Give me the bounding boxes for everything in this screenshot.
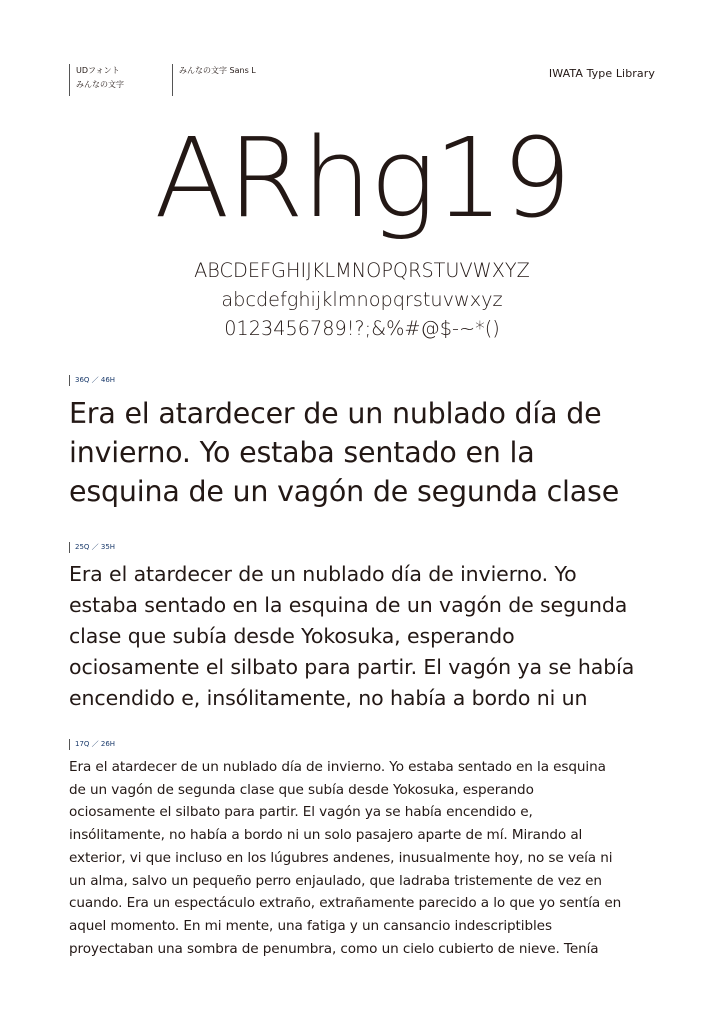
sample-line: proyectaban una sombra de penumbra, como un cielo cubierto de nieve. Tenía xyxy=(69,940,599,957)
text-sample-large xyxy=(69,394,669,511)
sample-line: de un vagón de segunda clase que subía desde Yokosuka, esperando xyxy=(69,781,534,798)
figure-glyphs: 0123456789!?;&%#@$-~*() xyxy=(224,317,500,340)
page-header xyxy=(0,64,724,98)
sample-line: encendido e, insólitamente, no había a bordo ni un xyxy=(69,686,588,710)
text-sample-small xyxy=(69,756,659,960)
lowercase-glyphs: abcdefghijklmnopqrstuvwxyz xyxy=(221,288,503,311)
font-name xyxy=(172,64,256,96)
sample-line: un alma, salvo un pequeño perro enjaulado, que ladraba tristemente de vez en xyxy=(69,872,602,889)
sample-line: estaba sentado en la esquina de un vagón de segunda xyxy=(69,593,628,617)
text-sample-medium xyxy=(69,559,669,714)
font-category-line2: みんなの文字 xyxy=(76,80,124,89)
font-category-line1: UDフォント xyxy=(76,66,120,75)
sample-line: esquina de un vagón de segunda clase xyxy=(69,475,620,508)
size-label-1: 36Q ／ 46H xyxy=(69,375,115,386)
library-name: IWATA Type Library xyxy=(548,67,655,80)
sample-line: aquel momento. En mi mente, una fatiga y un cansancio indescriptibles xyxy=(69,917,552,934)
sample-line: invierno. Yo estaba sentado en la xyxy=(69,436,535,469)
size-label-2: 25Q ／ 35H xyxy=(69,542,115,553)
sample-line: Era el atardecer de un nublado día de invierno. Yo xyxy=(69,562,577,586)
sample-line: Era el atardecer de un nublado día de xyxy=(69,397,602,430)
size-label-3: 17Q ／ 26H xyxy=(69,739,115,750)
glyph-set xyxy=(0,256,724,343)
sample-line: cuando. Era un espectáculo extraño, extrañamente parecido a lo que yo sentía en xyxy=(69,895,622,912)
sample-line: clase que subía desde Yokosuka, esperando xyxy=(69,624,515,648)
sample-line: ociosamente el silbato para partir. El vagón ya se había encendido e, xyxy=(69,804,533,821)
uppercase-glyphs: ABCDEFGHIJKLMNOPQRSTUVWXYZ xyxy=(194,259,530,282)
sample-line: ociosamente el silbato para partir. El vagón ya se había xyxy=(69,655,635,679)
font-name-label: みんなの文字 Sans L xyxy=(179,66,256,75)
font-category xyxy=(69,64,124,96)
sample-line: Era el atardecer de un nublado día de invierno. Yo estaba sentado en la esquina xyxy=(69,759,606,775)
sample-line: insólitamente, no había a bordo ni un solo pasajero aparte de mí. Mirando al xyxy=(69,827,583,844)
hero-specimen: ARhg19 xyxy=(154,114,570,242)
sample-line: exterior, vi que incluso en los lúgubres andenes, inusualmente hoy, no se veía ni xyxy=(69,849,613,866)
